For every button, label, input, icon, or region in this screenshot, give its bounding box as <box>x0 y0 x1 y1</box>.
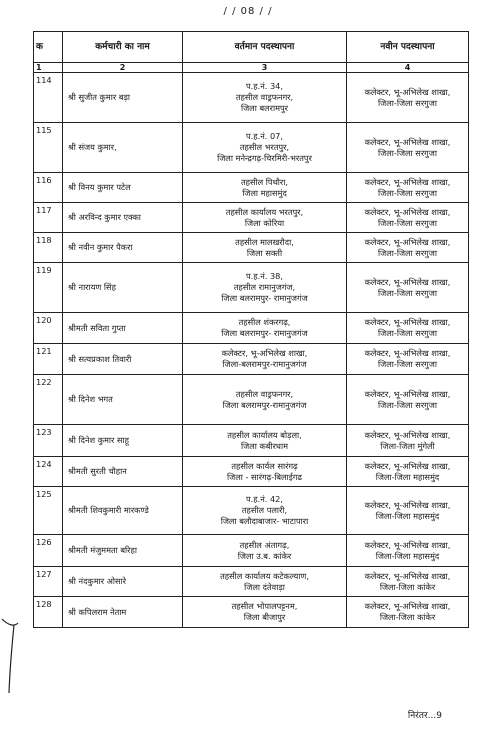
row-serial-no: 118 <box>34 233 63 263</box>
current-posting <box>183 344 347 375</box>
new-posting-line: जिला-जिला सरगुजा <box>378 328 437 338</box>
table-row <box>34 425 469 457</box>
new-posting-line: जिला-जिला सरगुजा <box>378 147 437 158</box>
table-row <box>34 173 469 203</box>
current-posting-line: जिला कबीरधाम <box>241 440 288 451</box>
new-posting-line: कलेक्टर, भू-अभिलेख शाखा, <box>364 86 451 97</box>
current-posting-line: तहसील वाड्रफनगर, <box>235 388 294 399</box>
new-posting-line: कलेक्टर, भू-अभिलेख शाखा, <box>364 348 451 358</box>
table-row <box>34 203 469 233</box>
current-posting <box>183 425 347 457</box>
new-posting-line: कलेक्टर, भू-अभिलेख शाखा, <box>364 176 451 187</box>
new-posting <box>347 535 469 567</box>
row-serial-no: 123 <box>34 425 63 457</box>
new-posting-line: जिला-जिला सरगुजा <box>378 399 437 410</box>
header-no: क <box>34 32 63 63</box>
column-number-row <box>34 63 469 73</box>
employee-name: श्री कपिलराम नेताम <box>63 597 183 628</box>
new-posting-line: कलेक्टर, भू-अभिलेख शाखा, <box>364 388 451 399</box>
row-serial-no: 119 <box>34 263 63 313</box>
employee-name: श्रीमती सविता गुप्ता <box>63 313 183 344</box>
new-posting-line: कलेक्टर, भू-अभिलेख शाखा, <box>364 236 451 247</box>
new-posting-line: जिला-जिला मुंगेली <box>380 440 435 451</box>
header-name: कर्मचारी का नाम <box>63 32 183 63</box>
new-posting <box>347 487 469 535</box>
current-posting-line: कलेक्टर, भू-अभिलेख शाखा, <box>221 348 308 358</box>
table-row <box>34 344 469 375</box>
current-posting-line: तहसील भरतपुर, <box>239 142 290 152</box>
new-posting-line: जिला-जिला कांकेर <box>379 612 436 622</box>
current-posting-line: तहसील भोपालपट्टनम, <box>231 601 298 611</box>
current-posting-line: तहसील अंतागढ़, <box>239 539 290 550</box>
current-posting <box>183 233 347 263</box>
employee-name: श्री अरविन्द कुमार एक्का <box>63 203 183 233</box>
header-row <box>34 32 469 63</box>
current-posting-line: तहसील कार्यल सारंगढ़ <box>231 460 298 471</box>
table-row <box>34 233 469 263</box>
new-posting-line: जिला-जिला सरगुजा <box>378 247 437 258</box>
new-posting-line: कलेक्टर, भू-अभिलेख शाखा, <box>364 460 451 471</box>
current-posting <box>183 173 347 203</box>
new-posting-line: जिला-जिला महासमुंद <box>375 550 440 561</box>
current-posting-line: प.ह.नं. 07, <box>246 131 283 141</box>
new-posting-line: कलेक्टर, भू-अभिलेख शाखा, <box>364 206 451 217</box>
table-row <box>34 73 469 123</box>
row-serial-no: 115 <box>34 123 63 173</box>
employee-name: श्री सत्यप्रकाश तिवारी <box>63 344 183 375</box>
current-posting-line: प.ह.नं. 42, <box>246 494 283 504</box>
current-posting-line: तहसील रामानुजगंज, <box>233 282 296 292</box>
row-serial-no: 116 <box>34 173 63 203</box>
new-posting-line: कलेक्टर, भू-अभिलेख शाखा, <box>364 136 451 147</box>
employee-name: श्री दिनेश कुमार साहू <box>63 425 183 457</box>
new-posting <box>347 203 469 233</box>
table-row <box>34 567 469 597</box>
new-posting <box>347 457 469 487</box>
column-number: 3 <box>183 63 347 73</box>
current-posting-line: प.ह.नं. 38, <box>246 271 283 281</box>
table-row <box>34 535 469 567</box>
new-posting-line: जिला-जिला महासमुंद <box>375 510 440 521</box>
current-posting <box>183 597 347 628</box>
employee-name: श्री नारायण सिंह <box>63 263 183 313</box>
current-posting-line: तहसील पलारी, <box>241 505 288 515</box>
employee-name: श्री संजय कुमार, <box>63 123 183 173</box>
current-posting <box>183 567 347 597</box>
current-posting-line: जिला बलौदाबाजार- भाटापारा <box>220 516 309 526</box>
current-posting-line: तहसील कार्यालय बोड़ला, <box>227 429 302 440</box>
new-posting-line: कलेक्टर, भू-अभिलेख शाखा, <box>364 317 451 327</box>
new-posting <box>347 173 469 203</box>
current-posting-line: जिला मनेन्द्रगढ़-चिरमिरी-भरतपुर <box>217 153 312 163</box>
current-posting-line: जिला महासमुंद <box>242 187 287 198</box>
current-posting-line: तहसील वाड्रफनगर, <box>235 92 294 102</box>
new-posting <box>347 567 469 597</box>
current-posting-line: तहसील कार्यालय भरतपुर, <box>225 206 304 217</box>
row-serial-no: 125 <box>34 487 63 535</box>
row-serial-no: 126 <box>34 535 63 567</box>
table-row <box>34 457 469 487</box>
table-row <box>34 313 469 344</box>
new-posting-line: कलेक्टर, भू-अभिलेख शाखा, <box>364 276 451 287</box>
current-posting <box>183 313 347 344</box>
page-number: / / 08 / / <box>223 6 273 17</box>
current-posting-line: तहसील पिथौरा, <box>240 176 289 187</box>
new-posting-line: जिला-जिला सरगुजा <box>378 97 437 108</box>
current-posting-line: जिला बलरामपुर-रामानुजगंज <box>222 399 307 410</box>
current-posting <box>183 203 347 233</box>
current-posting-line: तहसील शंकरगढ़, <box>238 317 291 327</box>
row-serial-no: 114 <box>34 73 63 123</box>
current-posting <box>183 263 347 313</box>
column-number: 1 <box>34 63 63 73</box>
new-posting <box>347 425 469 457</box>
new-posting-line: जिला-जिला सरगुजा <box>378 359 437 369</box>
current-posting <box>183 123 347 173</box>
current-posting-line: जिला कोरिया <box>244 217 285 228</box>
row-serial-no: 127 <box>34 567 63 597</box>
new-posting-line: जिला-जिला सरगुजा <box>378 187 437 198</box>
new-posting <box>347 375 469 425</box>
current-posting-line: जिला उ.ब. कांकेर <box>237 550 292 561</box>
new-posting-line: कलेक्टर, भू-अभिलेख शाखा, <box>364 499 451 510</box>
new-posting <box>347 263 469 313</box>
current-posting-line: प.ह.नं. 34, <box>246 81 283 91</box>
employee-name: श्री नवीन कुमार पैकरा <box>63 233 183 263</box>
table-row <box>34 487 469 535</box>
header-new-posting: नवीन पदस्थापना <box>347 32 469 63</box>
employee-name: श्रीमती मंजुममता बरिहा <box>63 535 183 567</box>
row-serial-no: 122 <box>34 375 63 425</box>
signature-mark <box>0 605 22 695</box>
new-posting-line: कलेक्टर, भू-अभिलेख शाखा, <box>364 601 451 611</box>
current-posting <box>183 535 347 567</box>
current-posting-line: तहसील कार्यालय कटेकल्याण, <box>220 570 309 581</box>
new-posting-line: कलेक्टर, भू-अभिलेख शाखा, <box>364 429 451 440</box>
row-serial-no: 124 <box>34 457 63 487</box>
current-posting <box>183 457 347 487</box>
current-posting-line: जिला बलरामपुर- रामानुजगंज <box>221 328 308 338</box>
new-posting <box>347 313 469 344</box>
current-posting-line: जिला-बलरामपुर-रामानुजगंज <box>222 359 307 369</box>
new-posting <box>347 597 469 628</box>
current-posting-line: जिला बलरामपुर <box>240 103 289 113</box>
continued-note: निरंतर...9 <box>407 711 442 721</box>
current-posting-line: जिला - सारंगढ़-बिलाईगढ <box>227 471 302 482</box>
current-posting-line: जिला बलरामपुर- रामानुजगंज <box>221 293 308 303</box>
employee-name: श्री विनय कुमार पटेल <box>63 173 183 203</box>
employee-name: श्री सुजीत कुमार बड़ा <box>63 73 183 123</box>
row-serial-no: 117 <box>34 203 63 233</box>
new-posting-line: कलेक्टर, भू-अभिलेख शाखा, <box>364 570 451 581</box>
table-body <box>34 73 469 628</box>
row-serial-no: 121 <box>34 344 63 375</box>
employee-name: श्री दिनेश भगत <box>63 375 183 425</box>
column-number: 4 <box>347 63 469 73</box>
employee-name: श्रीमती शिवकुमारी मारकण्डे <box>63 487 183 535</box>
new-posting-line: जिला-जिला कांकेर <box>379 581 436 592</box>
column-number: 2 <box>63 63 183 73</box>
row-serial-no: 128 <box>34 597 63 628</box>
new-posting-line: जिला-जिला सरगुजा <box>378 217 437 228</box>
employee-name: श्रीमती सुरती चौहान <box>63 457 183 487</box>
employee-name: श्री नंदकुमार ओसारे <box>63 567 183 597</box>
new-posting-line: जिला-जिला महासमुंद <box>375 471 440 482</box>
new-posting <box>347 344 469 375</box>
transfer-table <box>33 31 469 628</box>
table-row <box>34 123 469 173</box>
current-posting-line: जिला सक्ती <box>246 247 283 258</box>
table-row <box>34 597 469 628</box>
current-posting <box>183 73 347 123</box>
new-posting-line: जिला-जिला सरगुजा <box>378 287 437 298</box>
new-posting <box>347 233 469 263</box>
header-current-posting: वर्तमान पदस्थापना <box>183 32 347 63</box>
current-posting <box>183 487 347 535</box>
current-posting-line: तहसील मालखरौदा, <box>235 236 294 247</box>
new-posting-line: कलेक्टर, भू-अभिलेख शाखा, <box>364 539 451 550</box>
current-posting <box>183 375 347 425</box>
new-posting <box>347 123 469 173</box>
table-row <box>34 375 469 425</box>
table-row <box>34 263 469 313</box>
current-posting-line: जिला दंतेवाड़ा <box>244 581 285 592</box>
row-serial-no: 120 <box>34 313 63 344</box>
new-posting <box>347 73 469 123</box>
current-posting-line: जिला बीजापुर <box>243 612 286 622</box>
